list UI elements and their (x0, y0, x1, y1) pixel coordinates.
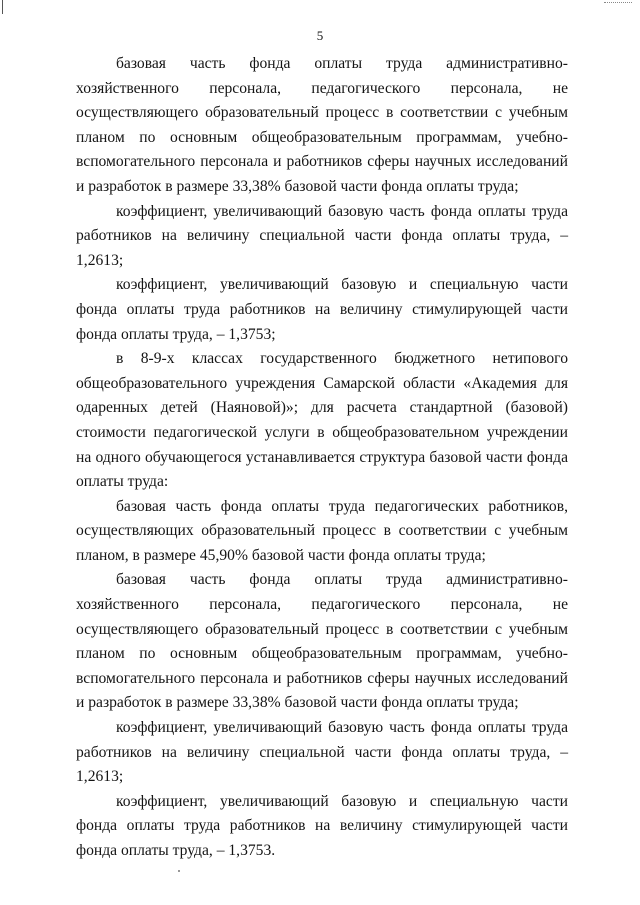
scan-edge-dots (604, 2, 632, 4)
paragraph-2: коэффициент, увеличивающий базовую часть фонда оплаты труда работников на величину специальной части фонда оплаты труда, – 1,2613; (76, 202, 568, 269)
scan-speck (178, 870, 180, 872)
scan-edge-mark (2, 0, 3, 14)
page-number: 5 (316, 28, 324, 43)
document-body (76, 52, 568, 864)
paragraph-5: базовая часть фонда оплаты труда педагогических работников, осуществляющих образовательный процесс в соответствии с учебным планом, в размере 45,90% базовой части фонда оплаты труда; (76, 497, 568, 564)
paragraph-3: коэффициент, увеличивающий базовую и специальную части фонда оплаты труда работников на величину стимулирующей части фонда оплаты труда, – 1,3753; (76, 276, 568, 343)
paragraph-6: базовая часть фонда оплаты труда административно-хозяйственного персонала, педагогического персонала, не осуществляющего образовательный процесс в соответствии с учебным планом по основным общеобразовательным программам, учебно-вспомогательного персонала и работников сферы научных исследований и разработок в размере 33,38% базовой части фонда оплаты труда; (76, 571, 568, 712)
paragraph-7: коэффициент, увеличивающий базовую часть фонда оплаты труда работников на величину специальной части фонда оплаты труда, – 1,2613; (76, 719, 568, 786)
paragraph-8: коэффициент, увеличивающий базовую и специальную части фонда оплаты труда работников на величину стимулирующей части фонда оплаты труда, – 1,3753. (76, 792, 568, 859)
paragraph-1: базовая часть фонда оплаты труда административно-хозяйственного персонала, педагогического персонала, не осуществляющего образовательный процесс в соответствии с учебным планом по основным общеобразовательным программам, учебно-вспомогательного персонала и работников сферы научных исследований и разработок в размере 33,38% базовой части фонда оплаты труда; (76, 55, 568, 195)
paragraph-4: в 8-9-х классах государственного бюджетного нетипового общеобразовательного учреждения Самарской области «Академия для одаренных детей (Наяновой)»; для расчета стандартной (базовой) стоимости педагогической услуги в общеобразовательном учреждении на одного обучающегося устанавливается структура базовой части фонда оплаты труда: (76, 350, 568, 491)
